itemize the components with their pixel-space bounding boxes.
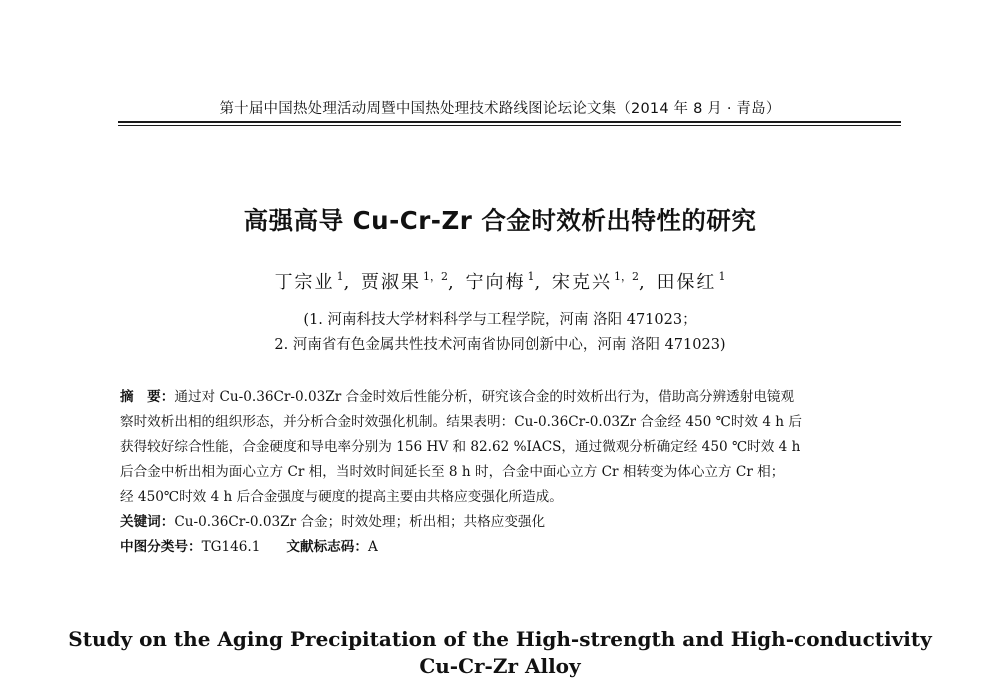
author-affiliation-mark: 1	[336, 270, 344, 283]
abstract-label: 摘 要：	[120, 389, 175, 405]
author-name: 丁宗业	[274, 272, 335, 293]
author-name: 宋克兴	[551, 272, 612, 293]
abstract-line	[120, 485, 900, 510]
title-en-line-1: Study on the Aging Precipitation of the High-strength and High-conductivity	[68, 627, 932, 651]
classification-line	[120, 535, 900, 560]
proceedings-header: 第十届中国热处理活动周暨中国热处理技术路线图论坛论文集（2014 年 8 月 · 青岛）	[219, 101, 781, 117]
affiliation-1: (1. 河南科技大学材料科学与工程学院，河南 洛阳 471023；	[303, 312, 697, 328]
abstract-text: 经 450℃时效 4 h 后合金强度与硬度的提高主要由共格应变强化所造成。	[120, 489, 563, 505]
author-name: 贾淑果	[361, 272, 422, 293]
abstract-text: 获得较好综合性能，合金硬度和导电率分别为 156 HV 和 82.62 %IACS，通过微观分析确定经 450 ℃时效 4 h	[120, 439, 801, 455]
author-affiliation-mark: 1	[527, 270, 535, 283]
paper-title-cn: 高强高导 Cu-Cr-Zr 合金时效析出特性的研究	[243, 206, 757, 235]
keywords-line	[120, 510, 900, 535]
author-affiliation-mark: 1，2	[423, 270, 449, 283]
doc-code-label: 文献标志码：	[286, 539, 368, 555]
clc-label: 中图分类号：	[120, 539, 202, 555]
paper-title-en	[0, 626, 1000, 680]
abstract-text: 通过对 Cu-0.36Cr-0.03Zr 合金时效后性能分析，研究该合金的时效析出行为，借助高分辨透射电镜观	[174, 389, 795, 405]
clc-value: TG146.1	[201, 539, 261, 555]
title-en-line-2: Cu-Cr-Zr Alloy	[419, 654, 581, 678]
author-name: 田保红	[656, 272, 717, 293]
abstract-text: 察时效析出相的组织形态，并分析合金时效强化机制。结果表明：Cu-0.36Cr-0.03Zr 合金经 450 ℃时效 4 h 后	[120, 414, 802, 430]
abstract-line	[120, 385, 900, 410]
author-list: 丁宗业 $^1$, 贾淑果 $^{1,2}$, 宁向梅 $^1$, 宋克兴 $^{1,2}$, 田保红 $^1$	[274, 270, 726, 293]
abstract-line	[120, 410, 900, 435]
doc-code-value: A	[367, 539, 378, 555]
header-rule-thick	[118, 121, 901, 123]
abstract-block	[120, 385, 900, 560]
abstract-line	[120, 435, 900, 460]
keywords-label: 关键词：	[120, 514, 175, 530]
author-affiliation-mark: 1，2	[613, 270, 639, 283]
keywords-text: Cu-0.36Cr-0.03Zr 合金；时效处理；析出相；共格应变强化	[174, 514, 546, 530]
affiliation-2: 2. 河南省有色金属共性技术河南省协同创新中心，河南 洛阳 471023)	[274, 337, 726, 353]
author-affiliation-mark: 1	[718, 270, 726, 283]
abstract-line	[120, 460, 900, 485]
header-rule-thin	[118, 125, 901, 126]
abstract-text: 后合金中析出相为面心立方 Cr 相，当时效时间延长至 8 h 时，合金中面心立方 Cr 相转变为体心立方 Cr 相；	[120, 464, 785, 480]
author-name: 宁向梅	[465, 272, 526, 293]
